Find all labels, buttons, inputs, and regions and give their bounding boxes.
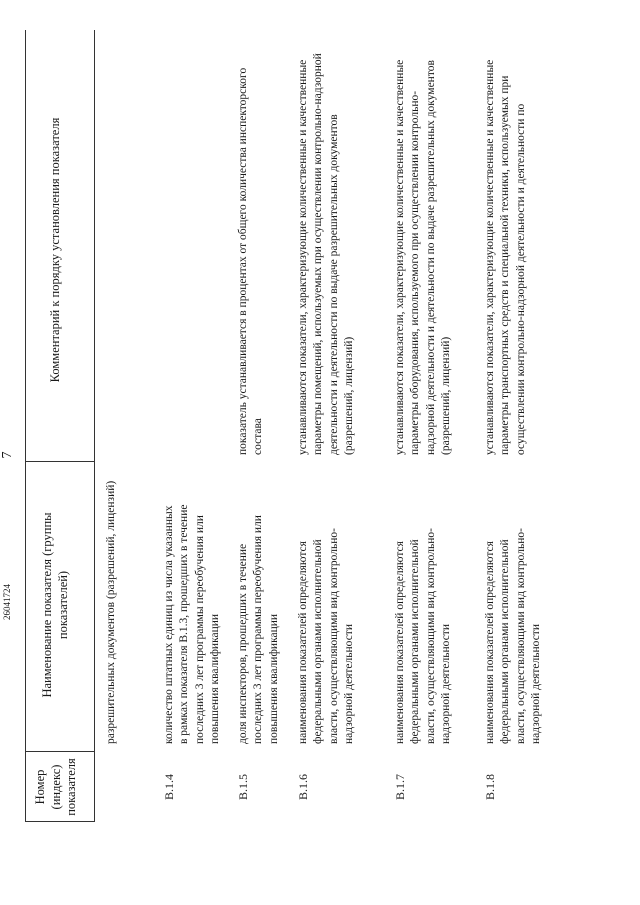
table-row-4-comment: устанавливаются показатели, характеризующие количественные и качественные параметры оборудования, используемого при осуществлении контрольно-надзорной деятельности и деятельности по выдаче разрешительных документов (разрешений, лицензий) (394, 59, 452, 455)
table-top-border (25, 30, 26, 822)
table-header-divider (94, 30, 95, 822)
header-name: Наименование показателя (группы показателей) (40, 512, 70, 698)
table-row-3-index: В.1.6 (296, 774, 310, 801)
table-left-border (25, 821, 94, 822)
rotated-page (0, 30, 590, 880)
table-row-0-name: разрешительных документов (разрешений, лицензий) (105, 480, 117, 744)
table-row-4-name: наименования показателей определяются федеральными органами исполнительной власти, осуществляющими вид контрольно-надзорной деятельности (394, 528, 452, 744)
table-row-5-comment: устанавливаются показатели, характеризующие количественные и качественные параметры транспортных средств и специальной техники, используемых при осуществлении контрольно-надзорной деятельности и деятельности по (484, 59, 527, 455)
table-row-5-name: наименования показателей определяются федеральными органами исполнительной власти, осуществляющими вид контрольно-надзорной деятельности (484, 528, 542, 744)
indicators-table (0, 30, 590, 880)
table-row-2-name: доля инспекторов, прошедших в течение последних 3 лет программы переобучения или повышения квалификации (237, 515, 280, 744)
header-comment: Комментарий к порядку установления показателя (48, 117, 62, 383)
column-divider-name (25, 461, 94, 462)
page-number: 7 (0, 451, 15, 459)
table-row-3-name: наименования показателей определяются федеральными органами исполнительной власти, осуществляющими вид контрольно-надзорной деятельности (297, 528, 355, 744)
table-row-4-index: В.1.7 (393, 774, 407, 801)
table-row-3-comment: устанавливаются показатели, характеризующие количественные и качественные параметры помещений, используемых при осуществлении контрольно-надзорной деятельности и деятельности по выдаче разрешительных документов (разрешений, лицензий) (297, 53, 355, 455)
table-row-1-index: В.1.4 (162, 774, 176, 801)
table-row-2-index: В.1.5 (236, 774, 250, 801)
header-index: Номер (индекс) показателя (33, 758, 78, 816)
table-row-5-index: В.1.8 (483, 774, 497, 801)
column-divider-index (25, 751, 94, 752)
table-row-1-name: количество штатных единиц из числа указанных в рамках показателя В.1.3, прошедших в течение последних 3 лет программы переобучения или повышения квалификации (163, 504, 221, 744)
table-row-2-comment: показатель устанавливается в процентах от общего количества инспекторского состава (237, 67, 265, 455)
document-code: 26041724 (2, 584, 12, 620)
